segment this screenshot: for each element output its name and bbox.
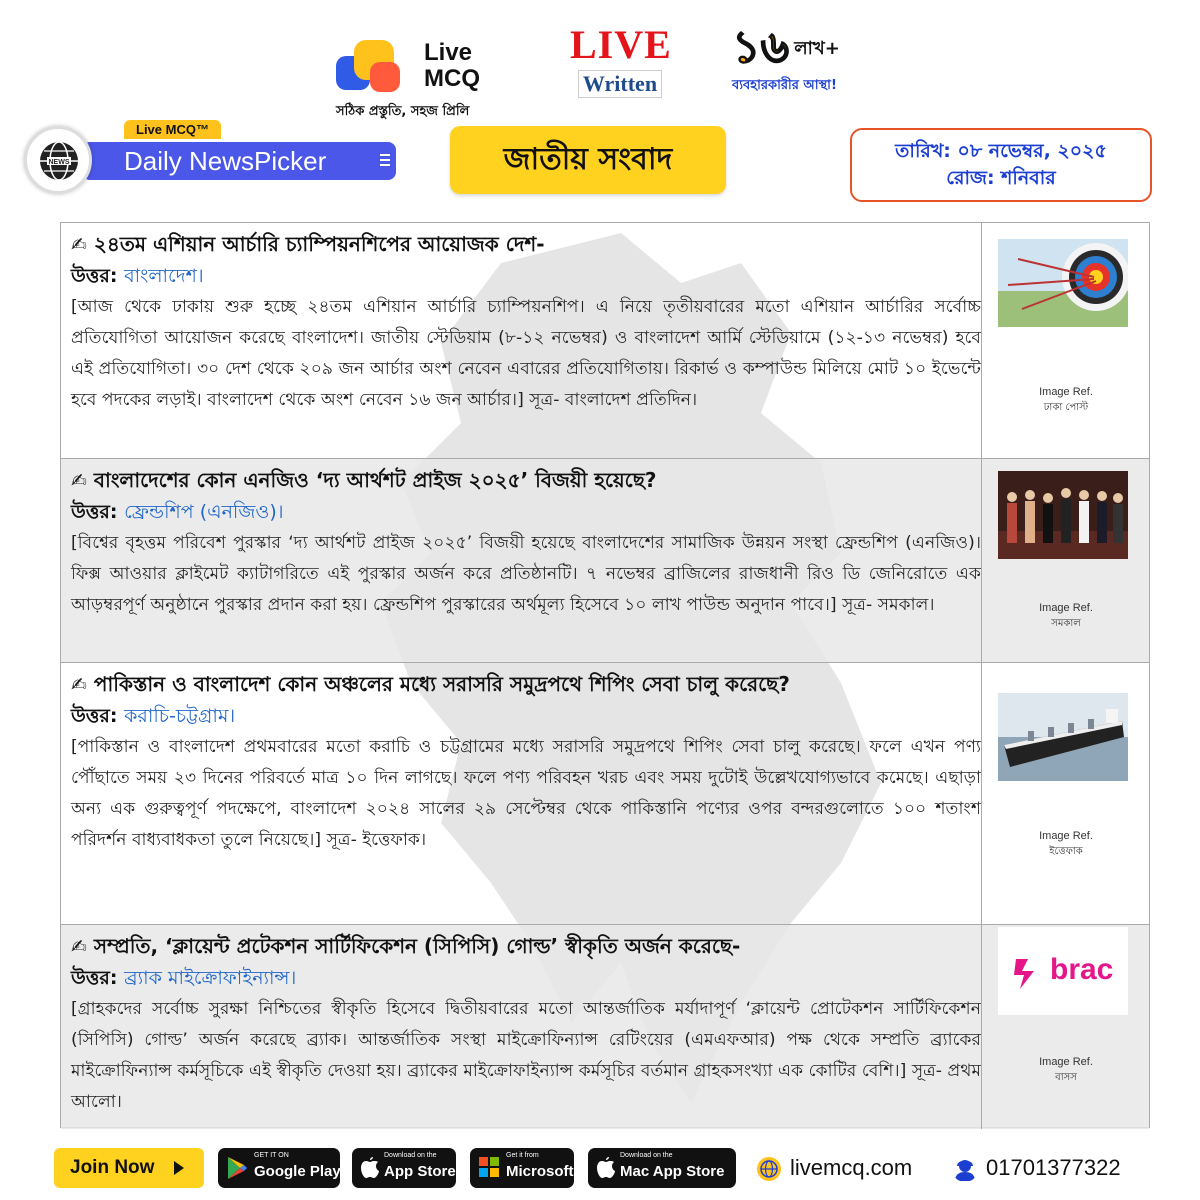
award-ceremony-image[interactable] (998, 471, 1128, 559)
phone-contact[interactable] (952, 1150, 1121, 1186)
news-item (61, 223, 1149, 459)
image-ref (982, 829, 1150, 859)
image-ref-label: Image Ref. (1039, 386, 1093, 398)
image-ref (982, 601, 1150, 631)
news-image-cell (981, 223, 1149, 458)
globe-text: NEWS (48, 159, 70, 166)
image-ref-label: Image Ref. (1039, 602, 1093, 614)
question-text: ২৪তম এশিয়ান আর্চারি চ্যাম্পিয়নশিপের আয়োজক দেশ- (93, 232, 545, 256)
store-small-text: Download on the (384, 1152, 437, 1159)
news-explanation: [গ্রাহকদের সর্বোচ্চ সুরক্ষা নিশ্চিতের স্বীকৃতি হিসেবে দ্বিতীয়বারের মতো আন্তর্জাতিক মর্যাদাপূর্ণ ‘ক্লায়েন্ট প্রোটেকশন সার্টিফিকেশন (সিপিসি) গোল্ড’ অর্জন করেছে ব্র্যাক। আন্তর্জাতিক সংস্থা মাইক্রোফিন্যান্স রেটিংয়ের (এমএফআর) পক্ষ থেকে সম্প্রতি ব্র্যাকের মাইক্রোফিন্যান্স কর্মসূচিকে এই স্বীকৃতি দেওয়া হয়। ব্র্যাকের মাইক্রোফাইন্যান্স কর্মসূচির বর্তমান গ্রাহকসংখ্যা এক কোটির বেশি।] সূত্র- প্রথম আলো। (71, 999, 981, 1112)
answer-value: করাচি-চট্টগ্রাম। (124, 705, 236, 727)
apple-icon (360, 1156, 380, 1180)
news-image-cell (981, 925, 1149, 1129)
play-arrow-icon (174, 1161, 184, 1175)
news-image-cell (981, 663, 1149, 924)
image-ref (982, 385, 1150, 415)
answer-label: উত্তর: (71, 967, 118, 989)
written-text: Written (578, 70, 662, 98)
image-ref-label: Image Ref. (1039, 1056, 1093, 1068)
answer-value: ব্র্যাক মাইক্রোফাইন্যান্স। (124, 967, 297, 989)
news-item (61, 459, 1149, 663)
news-explanation: [আজ থেকে ঢাকায় শুরু হচ্ছে ২৪তম এশিয়ান আর্চারি চ্যাম্পিয়নশিপ। এ নিয়ে তৃতীয়বারের মতো এশিয়ান আর্চারির সর্বোচ্চ প্রতিযোগিতা আয়োজন করেছে বাংলাদেশ। জাতীয় স্টেডিয়াম (৮-১২ নভেম্বর) ও বাংলাদেশ আর্মি স্টেডিয়ামে (১২-১৩ নভেম্বর) হবে এই প্রতিযোগিতা। ৩০ দেশ থেকে ২০৯ জন আর্চার অংশ নেবেন এবারের প্রতিযোগিতায়। রিকার্ভ ও কম্পাউন্ড মিলিয়ে মোট ১০ ইভেন্টে হবে পদকের লড়াই। বাংলাদেশ থেকে অংশ নেবেন ১৬ জন আর্চার।] সূত্র- বাংলাদেশ প্রতিদিন। (71, 297, 981, 410)
pen-icon: ✍ (71, 936, 87, 958)
news-text (71, 931, 981, 1118)
news-question (71, 931, 981, 963)
brac-logo[interactable] (998, 927, 1128, 1015)
answer-label: উত্তর: (71, 705, 118, 727)
store-big-text: App Store (384, 1163, 456, 1180)
users-suffix: লাখ+ (794, 38, 840, 59)
store-small-text: GET IT ON (254, 1152, 289, 1159)
website-text: livemcq.com (790, 1155, 913, 1180)
archery-target-image[interactable] (998, 239, 1128, 327)
answer-label: উত্তর: (71, 265, 118, 287)
answer-value: ফ্রেন্ডশিপ (এনজিও)। (124, 501, 284, 523)
image-ref (982, 1055, 1150, 1085)
logo-shape (370, 62, 400, 92)
logo-name: Live MCQ (424, 39, 480, 92)
date-box (850, 128, 1152, 202)
menu-icon (380, 154, 390, 166)
day-line: রোজ: শনিবার (946, 167, 1056, 189)
microsoft-store-button[interactable] (470, 1148, 574, 1188)
globe-icon (24, 126, 92, 194)
users-badge (732, 24, 902, 97)
question-text: সম্প্রতি, ‘ক্লায়েন্ট প্রটেকশন সার্টিফিকেশন (সিপিসি) গোল্ড’ স্বীকৃতি অর্জন করেছে- (93, 934, 741, 958)
website-link[interactable] (756, 1150, 912, 1186)
cargo-ship-image[interactable] (998, 693, 1128, 781)
news-question (71, 229, 981, 261)
news-answer (71, 963, 981, 994)
image-ref-label: Image Ref. (1039, 830, 1093, 842)
news-answer (71, 261, 981, 292)
news-answer (71, 701, 981, 732)
news-item (61, 925, 1149, 1129)
footer (0, 1140, 1200, 1196)
google-play-icon (226, 1156, 248, 1180)
answer-label: উত্তর: (71, 501, 118, 523)
news-item (61, 663, 1149, 925)
news-text (71, 669, 981, 856)
phone-text: 01701377322 (986, 1155, 1121, 1180)
support-agent-icon (952, 1156, 978, 1182)
join-now-label: Join Now (70, 1157, 155, 1178)
globe-icon (756, 1156, 782, 1182)
microsoft-icon (478, 1156, 500, 1178)
image-ref-source: ঢাকা পোস্ট (1043, 402, 1089, 413)
date-line: তারিখ: ০৮ নভেম্বর, ২০২৫ (895, 140, 1107, 162)
news-answer (71, 497, 981, 528)
live-mcq-logo[interactable] (336, 30, 536, 120)
store-big-text: Google Play (254, 1163, 341, 1180)
pen-icon: ✍ (71, 470, 87, 492)
news-question (71, 465, 981, 497)
question-text: বাংলাদেশের কোন এনজিও ‘দ্য আর্থশট প্রাইজ ২০২৫’ বিজয়ী হয়েছে? (93, 468, 657, 492)
mac-app-store-button[interactable] (588, 1148, 736, 1188)
apple-icon (596, 1156, 616, 1180)
newspicker-title: Daily NewsPicker (124, 146, 327, 176)
image-ref-source: সমকাল (1051, 618, 1081, 629)
join-now-button[interactable] (54, 1148, 204, 1188)
news-image-cell (981, 459, 1149, 662)
news-text (71, 465, 981, 621)
users-count: ১৬ (732, 22, 790, 73)
brac-logo-text: brac (1050, 953, 1114, 986)
news-table (60, 222, 1150, 1128)
live-text: LIVE (570, 22, 672, 67)
topic-title: জাতীয় সংবাদ (450, 126, 726, 194)
question-text: পাকিস্তান ও বাংলাদেশ কোন অঞ্চলের মধ্যে সরাসরি সমুদ্রপথে শিপিং সেবা চালু করেছে? (93, 672, 790, 696)
newspicker-label: Live MCQ™ (124, 120, 221, 139)
logo-tagline: সঠিক প্রস্তুতি, সহজ প্রিলি (336, 104, 470, 119)
brand-row (0, 18, 1200, 118)
store-big-text: Microsoft (506, 1163, 574, 1180)
news-text (71, 229, 981, 416)
answer-value: বাংলাদেশ। (124, 265, 204, 287)
pen-icon: ✍ (71, 234, 87, 256)
google-play-button[interactable] (218, 1148, 340, 1188)
news-question (71, 669, 981, 701)
newspicker-bar (82, 142, 396, 180)
news-explanation: [বিশ্বের বৃহত্তম পরিবেশ পুরস্কার ‘দ্য আর্থশট প্রাইজ ২০২৫’ বিজয়ী হয়েছে বাংলাদেশের সামাজিক উন্নয়ন সংস্থা ফ্রেন্ডশিপ (এনজিও)। ফিক্স আওয়ার ক্লাইমেট ক্যাটাগরিতে এই পুরস্কার অর্জন করে প্রতিষ্ঠানটি। ৭ নভেম্বর ব্রাজিলের রাজধানী রিও ডি জেনিরোতে এক আড়ম্বরপূর্ণ অনুষ্ঠানে পুরস্কার প্রদান করা হয়। ফ্রেন্ডশিপ পুরস্কারের অর্থমূল্য হিসেবে ১০ লাখ পাউন্ড অনুদান পাবে।] সূত্র- সমকাল। (71, 533, 981, 615)
store-big-text: Mac App Store (620, 1163, 725, 1180)
store-small-text: Download on the (620, 1152, 673, 1159)
app-store-button[interactable] (352, 1148, 456, 1188)
image-ref-source: ইত্তেফাক (1049, 846, 1083, 857)
image-ref-source: বাসস (1055, 1072, 1077, 1083)
news-explanation: [পাকিস্তান ও বাংলাদেশ প্রথমবারের মতো করাচি ও চট্টগ্রামের মধ্যে সরাসরি সমুদ্রপথে শিপিং সেবা চালু করেছে। ফলে এখন পণ্য পৌঁছাতে সময় ২৩ দিনের পরিবর্তে মাত্র ১০ দিন লাগছে। ফলে পণ্য পরিবহন খরচ এবং সময় দুটোই উল্লেখযোগ্যভাবে কমেছে। এছাড়া অন্য এক গুরুত্বপূর্ণ পদক্ষেপে, বাংলাদেশ ২০২৪ সালের ২৯ সেপ্টেম্বর থেকে পাকিস্তানি পণ্যের ওপর বন্দরগুলোতে ১০০ শতাংশ পরিদর্শন বাধ্যবাধকতা তুলে নিয়েছে।] সূত্র- ইত্তেফাক। (71, 737, 981, 850)
store-small-text: Get it from (506, 1152, 539, 1159)
users-trust-text: ব্যবহারকারীর আস্থা! (732, 78, 837, 93)
pen-icon: ✍ (71, 674, 87, 696)
live-written-logo[interactable] (570, 24, 670, 98)
daily-newspicker-badge[interactable] (24, 120, 376, 194)
